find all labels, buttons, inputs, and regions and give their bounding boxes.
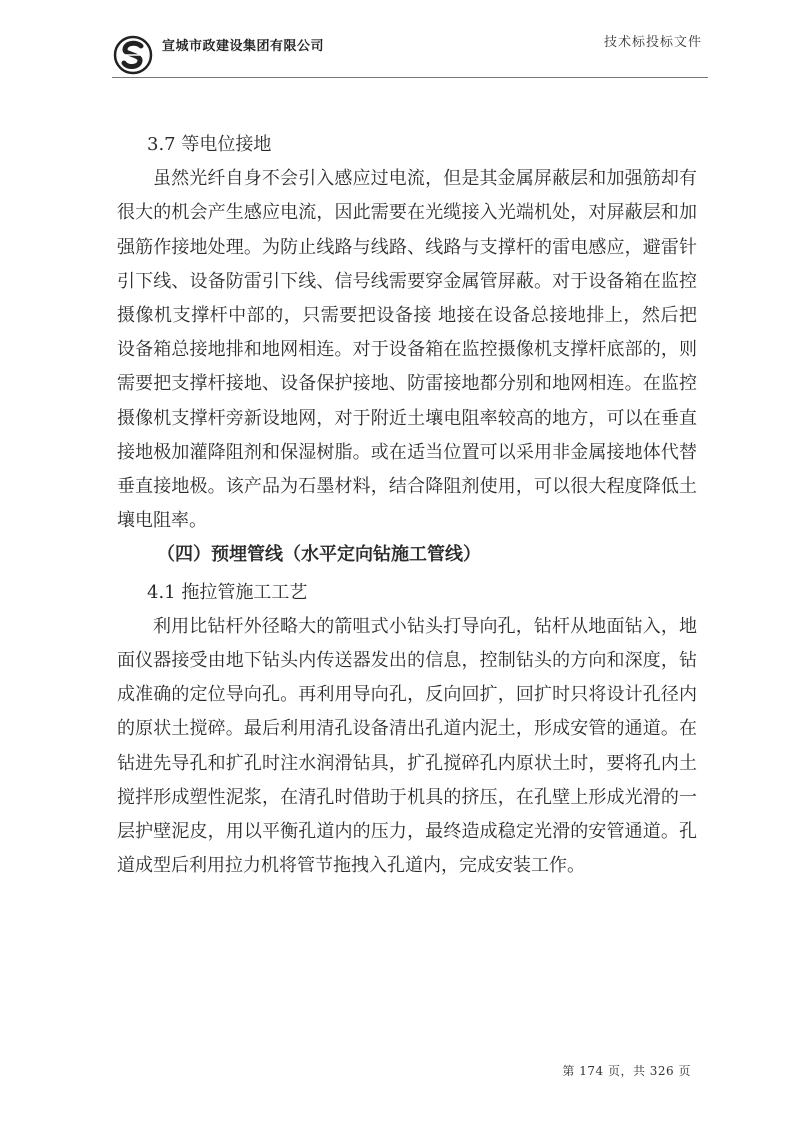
section-4-1-paragraph: 利用比钻杆外径略大的箭咀式小钻头打导向孔，钻杆从地面钻入，地面仪器接受由地下钻头内传送器发出的信息，控制钻头的方向和深度，钻成准确的定位导向孔。再利用导向孔，反向回扩，回扩时只将设计孔径内的原状土搅碎。最后利用清孔设备清出孔道内泥土，形成安管的通道。在钻进先导孔和扩孔时注水润滑钻具，扩孔搅碎孔内原状土时，要将孔内土搅拌形成塑性泥浆，在清孔时借助于机具的挤压，在孔壁上形成光滑的一层护壁泥皮，用以平衡孔道内的压力，最终造成稳定光滑的安管通道。孔道成型后利用拉力机将管节拖拽入孔道内，完成安装工作。: [117, 615, 697, 877]
section-heading-3-7: 3.7 等电位接地: [147, 134, 272, 155]
header-divider: [112, 77, 708, 78]
company-name: 宣城市政建设集团有限公司: [162, 39, 325, 54]
company-logo-icon: [112, 34, 154, 76]
document-body: [117, 128, 697, 883]
section-3-7-paragraph: 虽然光纤自身不会引入感应过电流，但是其金属屏蔽层和加强筋却有很大的机会产生感应电流，因此需要在光缆接入光端机处，对屏蔽层和加强筋作接地处理。为防止线路与线路、线路与支撑杆的雷电感应，避雷针引下线、设备防雷引下线、信号线需要穿金属管屏蔽。对于设备箱在监控摄像机支撑杆中部的，只需要把设备接 地接在设备总接地排上，然后把设备箱总接地排和地网相连。对于设备箱在监控摄像机支撑杆底部的，则需要把支撑杆接地、设备保护接地、防雷接地都分别和地网相连。在监控摄像机支撑杆旁新设地网，对于附近土壤电阻率较高的地方，可以在垂直接地极加灌降阻剂和保湿树脂。或在适当位置可以采用非金属接地体代替垂直接地极。该产品为石墨材料，结合降阻剂使用，可以很大程度降低土壤电阻率。: [117, 168, 697, 532]
document-type: 技术标投标文件: [603, 35, 702, 50]
page-number: 第 174 页，共 326 页: [562, 1064, 691, 1078]
page-header: [112, 26, 702, 82]
section-heading-4-1: 4.1 拖拉管施工工艺: [147, 581, 308, 603]
part-4-heading: （四）预埋管线（水平定向钻施工管线）: [157, 544, 481, 566]
